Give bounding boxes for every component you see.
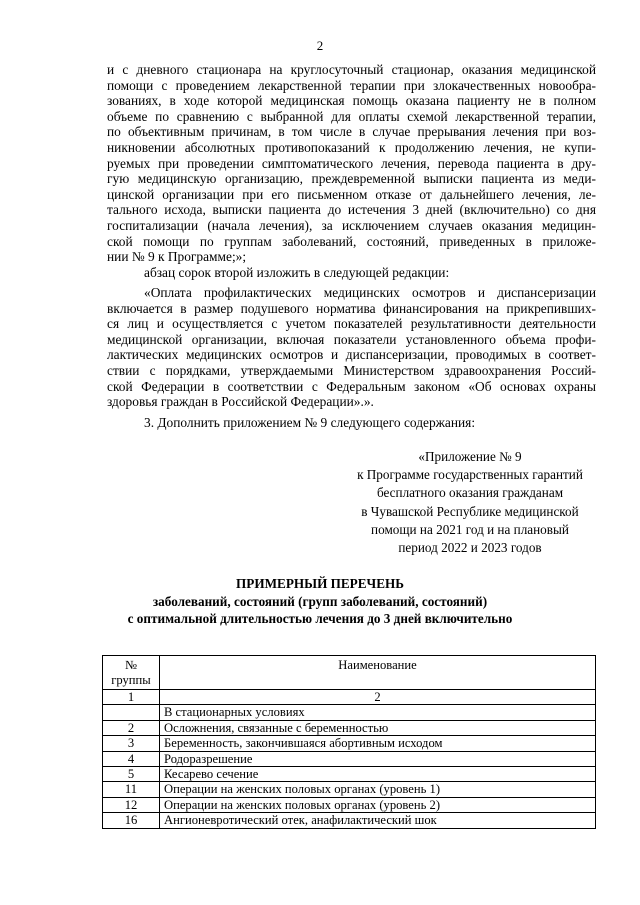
- header-group-number: [103, 656, 160, 690]
- text-line: лактических медицинских осмотров и диспансеризации, проводимых в соответ-: [107, 347, 596, 363]
- paragraph-4: [107, 415, 596, 431]
- document-title: ПРИМЕРНЫЙ ПЕРЕЧЕНЬ: [236, 576, 404, 591]
- annex-line: к Программе государственных гарантий: [357, 467, 583, 483]
- text-line: здоровья граждан в Российской Федерации».».: [107, 394, 374, 410]
- table-row: [103, 782, 596, 797]
- text-line: ской Федерации в соответствии с Федеральным законом «Об основах охраны: [107, 378, 596, 394]
- annex-line: в Чувашской Республике медицинской: [361, 503, 579, 519]
- group-name-cell: Осложнения, связанные с беременностью: [160, 720, 596, 735]
- text-line: объеме по сравнению с выбранной для оплаты схемой лекарственной терапии,: [107, 108, 596, 124]
- annex-line: период 2022 и 2023 годов: [398, 540, 542, 556]
- text-line: «Оплата профилактических медицинских осмотров и диспансеризации: [144, 285, 596, 300]
- group-number-cell: 3: [103, 736, 160, 751]
- group-number-cell: 5: [103, 767, 160, 782]
- text-line: зованиях, в ходе которой медицинская помощь оказана пациенту не в полном: [107, 93, 596, 109]
- group-name-cell: Операции на женских половых органах (уровень 2): [160, 797, 596, 812]
- text-line: нии № 9 к Программе;»;: [107, 249, 247, 265]
- annex-header: [330, 448, 610, 557]
- text-line: госпитализации (начала лечения), за исключением случаев оказания медицин-: [107, 217, 596, 233]
- document-subtitle-line: заболеваний, состояний (групп заболеваний, состояний): [152, 594, 488, 609]
- paragraph-1: [107, 62, 596, 265]
- header-name: Наименование: [160, 656, 596, 690]
- annex-line: «Приложение № 9: [418, 449, 522, 464]
- group-name-cell: Беременность, закончившаяся абортивным исходом: [160, 736, 596, 751]
- group-number-cell: 11: [103, 782, 160, 797]
- index-cell: 1: [103, 690, 160, 705]
- index-cell: 2: [160, 690, 596, 705]
- text-line: ся лиц и осуществляется с учетом показателей результативности деятельности: [107, 316, 596, 332]
- page-number: 2: [316, 38, 324, 53]
- text-line: по объективным причинам, в том числе в случае прерывания лечения при воз-: [107, 124, 596, 140]
- text-line: цинской организации при его письменном отказе от дальнейшего лечения, ле-: [107, 186, 596, 202]
- group-number-cell: 16: [103, 813, 160, 828]
- group-name-cell: В стационарных условиях: [160, 705, 596, 720]
- group-number-cell: 4: [103, 751, 160, 766]
- annex-line: бесплатного оказания гражданам: [376, 485, 564, 501]
- table-row: [103, 797, 596, 812]
- text-line: медицинской организации, включая показатели установленного объема профи-: [107, 331, 596, 347]
- table-row: [103, 767, 596, 782]
- table-row: [103, 751, 596, 766]
- text-line: ской помощи по группам заболеваний, состояний, приведенных в приложе-: [107, 233, 596, 249]
- group-number-cell: 2: [103, 720, 160, 735]
- group-name-cell: Родоразрешение: [160, 751, 596, 766]
- text-line: 3. Дополнить приложением № 9 следующего содержания:: [144, 415, 476, 430]
- annex-line: помощи на 2021 год и на плановый: [371, 521, 569, 537]
- table-row: [103, 813, 596, 828]
- text-line: тального исхода, выписки пациента до истечения 3 дней (включительно) со дня: [107, 202, 596, 218]
- text-line: и с дневного стационара на круглосуточный стационар, оказания медицинской: [107, 62, 596, 77]
- table-header-row: [103, 656, 596, 690]
- group-name-cell: Ангионевротический отек, анафилактический шок: [160, 813, 596, 828]
- table-row: [103, 720, 596, 735]
- group-name-cell: Кесарево сечение: [160, 767, 596, 782]
- table-row: [103, 736, 596, 751]
- text-line: руемых при проведении симптоматического лечения, перевода пациента в дру-: [107, 155, 596, 171]
- text-line: никновении абсолютных противопоказаний к продолжению лечения, не купи-: [107, 139, 596, 155]
- header-text: группы: [111, 672, 151, 687]
- text-line: абзац сорок второй изложить в следующей редакции:: [144, 265, 450, 280]
- text-line: ствии с порядками, утверждаемыми Министерством здравоохранения Россий-: [107, 362, 596, 378]
- groups-table: [102, 655, 596, 829]
- group-number-cell: [103, 705, 160, 720]
- header-text: №: [124, 658, 138, 673]
- text-line: включается в размер подушевого норматива финансирования на прикрепивших-: [107, 300, 596, 316]
- document-subtitle-line: с оптимальной длительностью лечения до 3 дней включительно: [127, 611, 513, 626]
- table-row: [103, 705, 596, 720]
- text-line: помощи с проведением лекарственной терапии при злокачественных новообра-: [107, 77, 596, 93]
- paragraph-2: [107, 265, 596, 281]
- group-number-cell: 12: [103, 797, 160, 812]
- table-index-row: [103, 690, 596, 705]
- paragraph-3: [107, 285, 596, 410]
- group-name-cell: Операции на женских половых органах (уровень 1): [160, 782, 596, 797]
- text-line: гую медицинскую организацию, преждевременной выписки пациента из меди-: [107, 171, 596, 187]
